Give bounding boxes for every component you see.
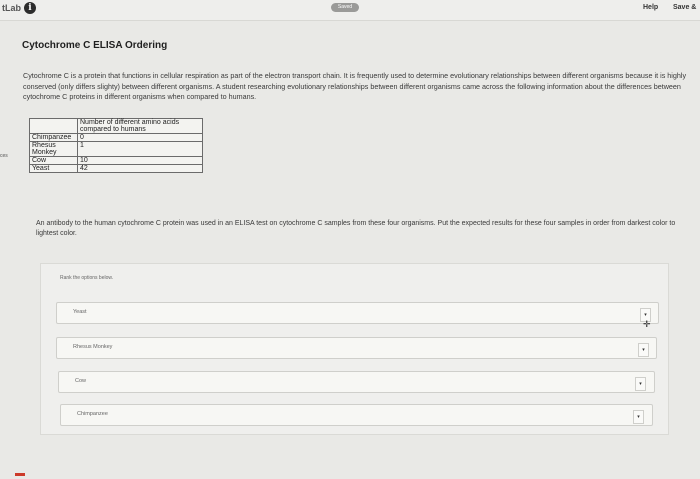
organism-cell: Cow — [30, 157, 78, 165]
rank-item-yeast[interactable] — [56, 302, 659, 324]
organism-cell: Chimpanzee — [30, 134, 78, 142]
table-header-empty — [30, 119, 78, 134]
table-header-cell: Number of different amino acids compared to humans — [78, 119, 203, 134]
info-icon[interactable]: i — [24, 2, 36, 14]
chevron-down-icon[interactable]: ▾ — [635, 377, 646, 391]
app-title: tLab — [2, 3, 21, 13]
rank-item-label: Yeast — [73, 309, 87, 315]
table-row — [30, 142, 203, 157]
value-cell: 42 — [78, 165, 203, 173]
rank-item-label: Cow — [75, 378, 87, 384]
elisa-question: An antibody to the human cytochrome C protein was used in an ELISA test on cytochrome C samples from these four organisms. Put the expected results for these four samples in order from darkest color to lightest color. — [36, 220, 676, 237]
value-cell: 10 — [78, 157, 203, 165]
value-cell: 0 — [78, 134, 203, 142]
rank-area — [40, 263, 669, 435]
mouse-cursor-icon: ✛ — [643, 319, 651, 329]
rank-item-rhesus-monkey[interactable] — [56, 337, 657, 359]
rank-item-cow[interactable] — [58, 371, 655, 393]
chevron-down-icon[interactable]: ▾ — [638, 343, 649, 357]
rank-item-label: Chimpanzee — [77, 411, 108, 417]
top-bar — [0, 0, 700, 21]
table-header-row — [30, 119, 203, 134]
rank-item-label: Rhesus Monkey — [73, 344, 113, 350]
organism-cell: Yeast — [30, 165, 78, 173]
page-title: Cytochrome C ELISA Ordering — [22, 40, 168, 51]
table-row — [30, 134, 203, 142]
chevron-down-icon[interactable]: ▾ — [633, 410, 644, 424]
value-cell: 1 — [78, 142, 203, 157]
organism-cell: Rhesus Monkey — [30, 142, 78, 157]
save-exit-link[interactable]: Save & — [673, 4, 697, 11]
rank-instruction: Rank the options below. — [60, 275, 114, 281]
side-panel-label: ces — [0, 153, 8, 159]
chevron-down-icon[interactable]: ▾ — [640, 308, 651, 322]
question-content — [0, 21, 700, 479]
red-indicator — [15, 473, 25, 476]
saved-badge: Saved — [331, 3, 359, 12]
amino-acid-table — [29, 118, 203, 173]
rank-item-chimpanzee[interactable] — [60, 404, 653, 426]
table-row — [30, 165, 203, 173]
help-link[interactable]: Help — [643, 4, 659, 11]
table-row — [30, 157, 203, 165]
intro-paragraph: Cytochrome C is a protein that functions in cellular respiration as part of the electron transport chain. It is frequently used to determine evolutionary relationships between different organisms because it is highly conserved (only differs slighty) between different organisms. A student researching evolutionary relationships between different organisms came across the following information about the differences between cytochrome C proteins in different organisms when compared to humans. — [23, 71, 687, 101]
